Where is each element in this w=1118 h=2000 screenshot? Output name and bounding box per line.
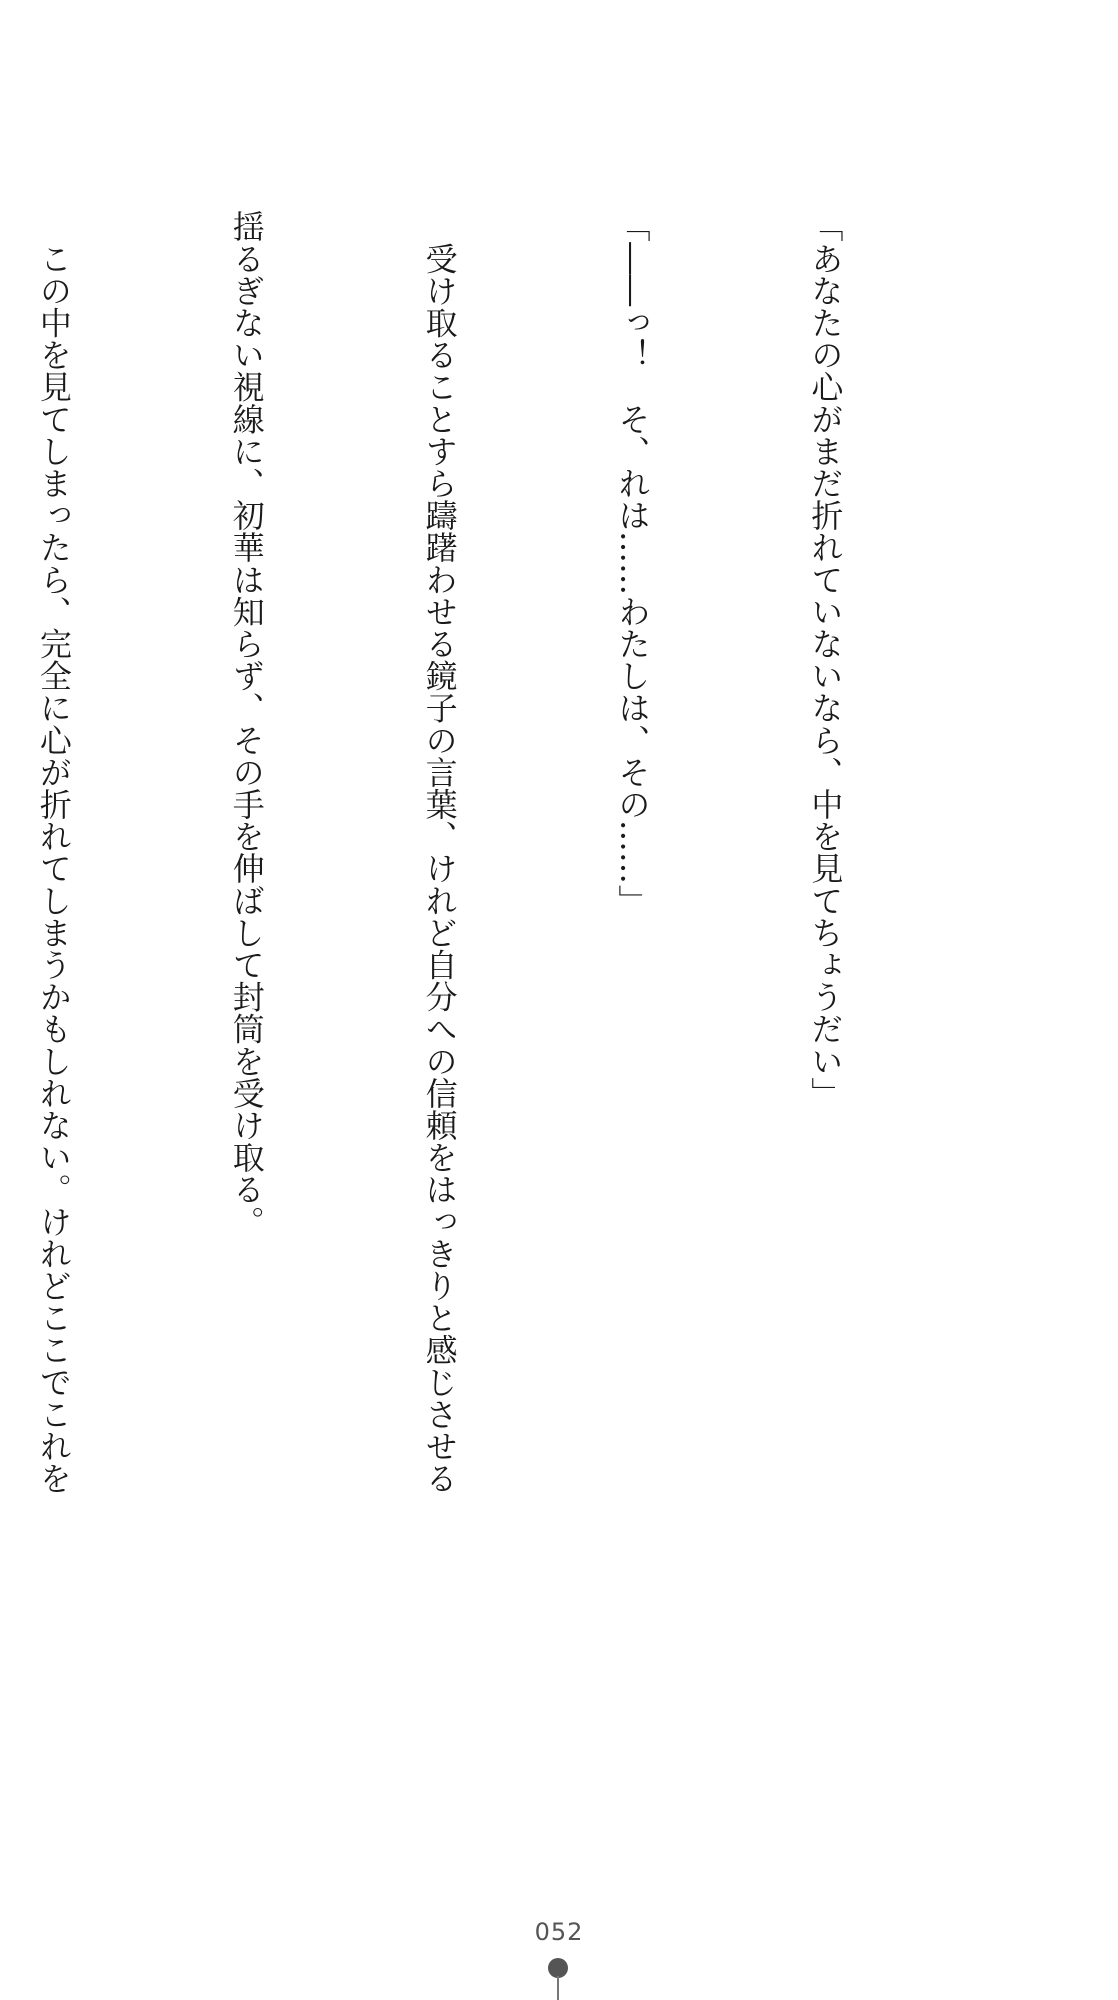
text-line: 「あなたの心がまだ折れていないなら、中を見てちょうだい」	[806, 210, 845, 1109]
page-marker-dot-icon	[548, 1958, 568, 1978]
page-marker-line	[557, 1976, 559, 2000]
text-line: この中を見てしまったら、完全に心が折れてしまうかもしれない。けれどここでこれを	[34, 210, 73, 1494]
text-line: 受け取ることすら躊躇わせる鏡子の言葉、けれど自分への信頼をはっきりと感じさせる	[420, 210, 459, 1494]
text-line: 揺るぎない視線に、初華は知らず、その手を伸ばして封筒を受け取る。	[227, 210, 266, 1238]
page-number: 052	[534, 1918, 584, 1946]
text-line: 「――っ！ そ、れは……わたしは、その……」	[613, 210, 652, 917]
vertical-text-body	[0, 210, 986, 1610]
